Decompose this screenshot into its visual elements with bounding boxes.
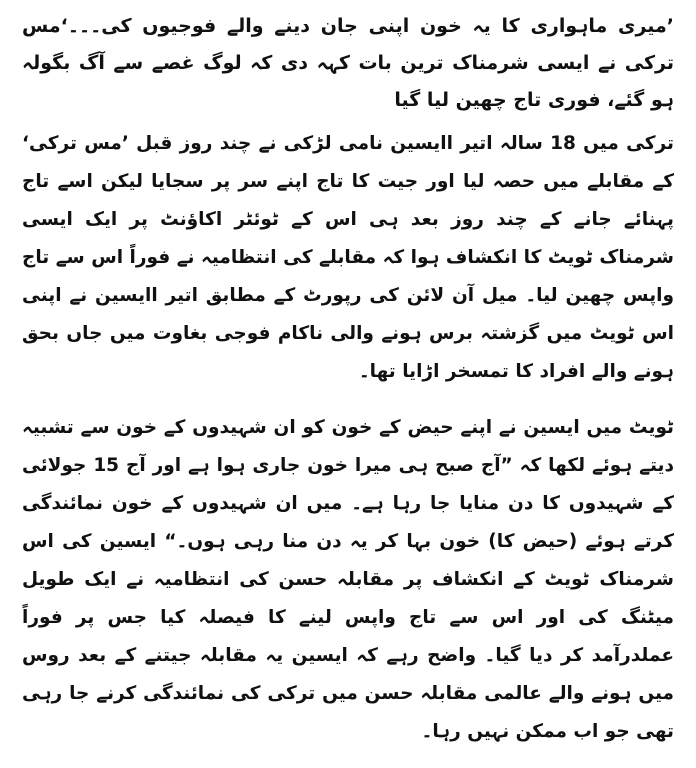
article [22,8,674,751]
article-headline: ’میری ماہواری کا یہ خون اپنی جان دینے والے فوجیوں کی۔۔۔‘مس ترکی نے ایسی شرمناک ترین بات کہہ دی کہ لوگ غصے سے آگ بگولہ ہو گئے، فوری تاج چھین لیا گیا [22,15,674,111]
article-paragraph-1: ترکی میں 18 سالہ اتیر اایسین نامی لڑکی نے چند روز قبل ’مس ترکی‘ کے مقابلے میں حصہ لیا اور جیت کا تاج اپنے سر پر سجایا لیکن اسے تاج پہنائے جانے کے چند روز بعد ہی اس کے ٹوئٹر اکاﺅنٹ پر ایک ایسی شرمناک ٹویٹ کا انکشاف ہوا کہ مقابلے کی انتظامیہ نے فوراً اس سے تاج واپس چھین لیا۔ میل آن لائن کی رپورٹ کے مطابق اتیر اایسین نے اپنی اس ٹویٹ میں گزشتہ برس ہونے والی ناکام فوجی بغاوت میں جاں بحق ہونے والے افراد کا تمسخر اڑایا تھا۔ [22,133,674,382]
article-paragraph-2: ٹویٹ میں ایسین نے اپنے حیض کے خون کو ان شہیدوں کے خون سے تشبیہ دیتے ہوئے لکھا کہ ”آج صبح ہی میرا خون جاری ہوا ہے اور آج 15 جولائی کے شہیدوں کا دن منایا جا رہا ہے۔ میں ان شہیدوں کے خون نمائندگی کرتے ہوئے (حیض کا) خون بہا کر یہ دن منا رہی ہوں۔“ ایسین کی اس شرمناک ٹویٹ کے انکشاف پر مقابلہ حسن کی انتظامیہ نے ایک طویل میٹنگ کی اور اس سے تاج واپس لینے کا فیصلہ کیا جس پر فوراً عملدرآمد کر دیا گیا۔ واضح رہے کہ ایسین یہ مقابلہ جیتنے کے بعد روس میں ہونے والے عالمی مقابلہ حسن میں ترکی کی نمائندگی کرنے جا رہی تھی جو اب ممکن نہیں رہا۔ [22,417,674,742]
